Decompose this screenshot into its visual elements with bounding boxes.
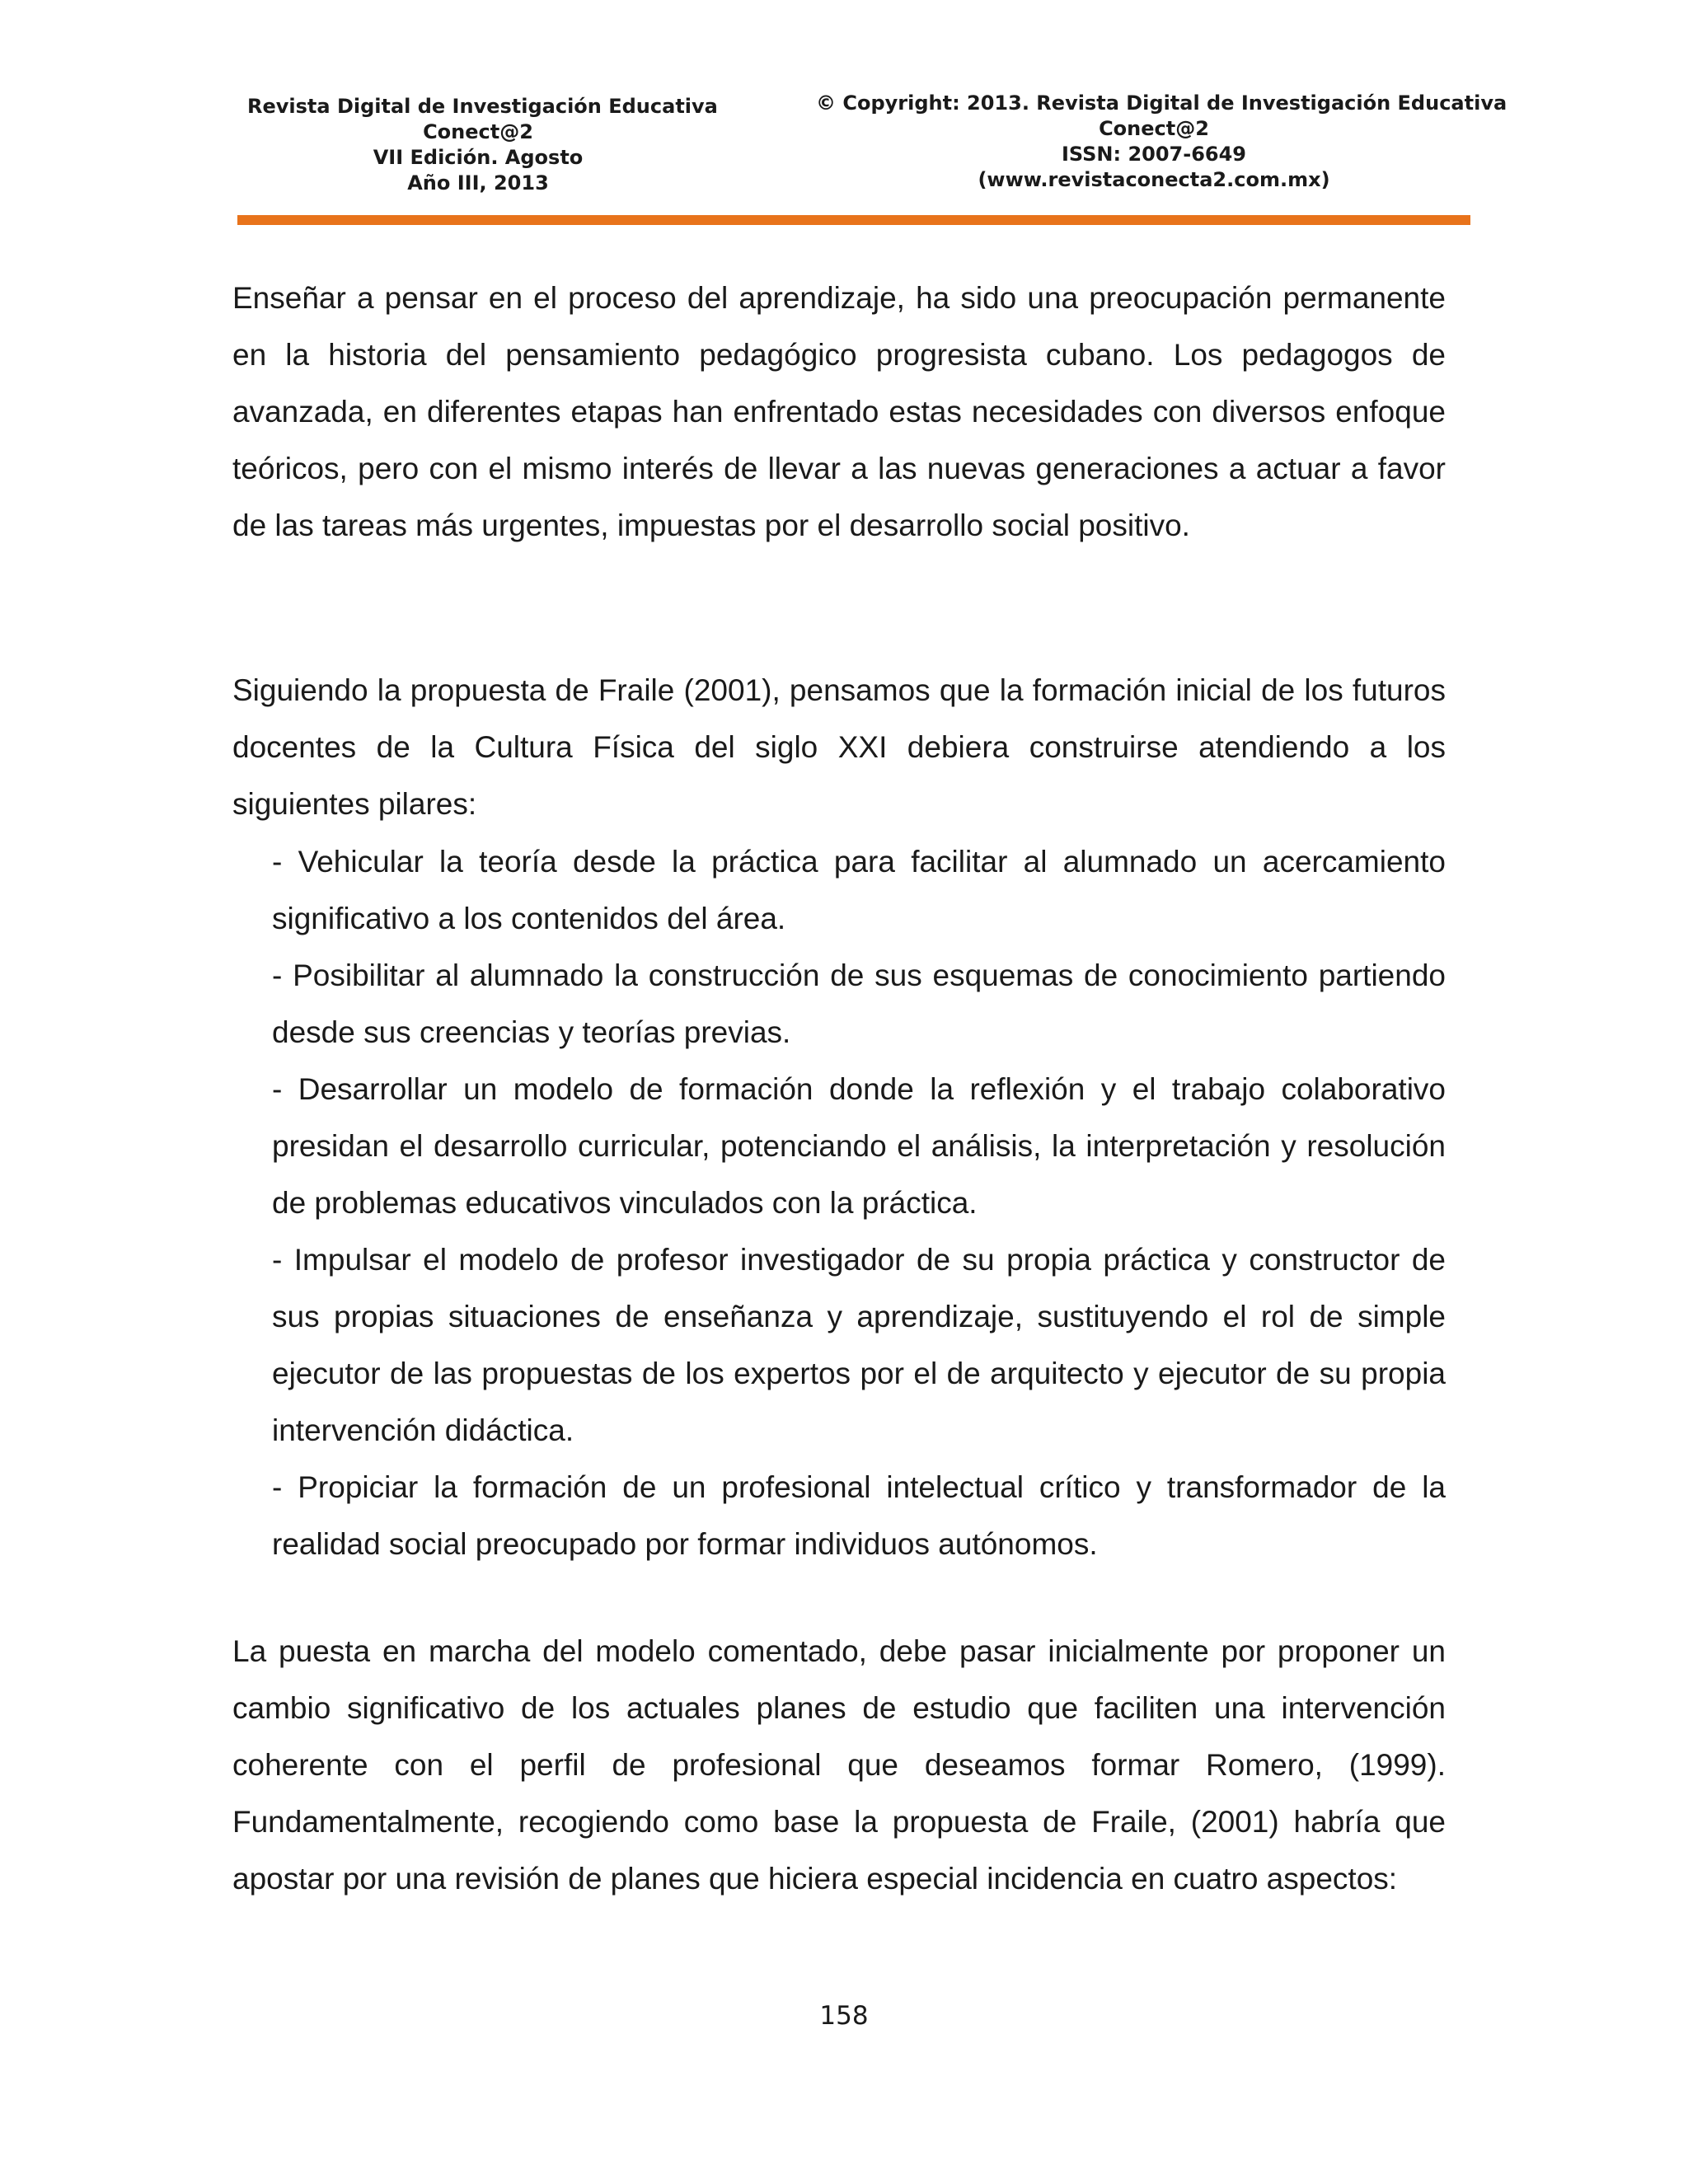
journal-name-right: Conect@2 xyxy=(1099,117,1209,140)
list-item: - Impulsar el modelo de profesor investigador de su propia práctica y constructor de sus propias situaciones de enseñanza y aprendizaje, sustituyendo el rol de simple ejecutor de las propuestas de los expertos por el de arquitecto y ejecutor de su propia intervención didáctica. xyxy=(272,1243,1446,1447)
paragraph-3-block xyxy=(232,1623,1446,1907)
list-item: - Posibilitar al alumnado la construcción de sus esquemas de conocimiento partiendo desde sus creencias y teorías previas. xyxy=(272,958,1446,1049)
paragraph: La puesta en marcha del modelo comentado, debe pasar inicialmente por proponer un cambio significativo de los actuales planes de estudio que faciliten una intervención coherente con el perfil de profesional que deseamos formar Romero, (1999). Fundamentalmente, recogiendo como base la propuesta de Fraile, (2001) habría que apostar por una revisión de planes que hiciera especial incidencia en cuatro aspectos: xyxy=(232,1634,1446,1896)
year-label: Año III, 2013 xyxy=(407,171,549,194)
paragraph: Enseñar a pensar en el proceso del aprendizaje, ha sido una preocupación permanente en la historia del pensamiento pedagógico progresista cubano. Los pedagogos de avanzada, en diferentes etapas han enfrentado estas necesidades con diversos enfoque teóricos, pero con el mismo interés de llevar a las nuevas generaciones a actuar a favor de las tareas más urgentes, impuestas por el desarrollo social positivo. xyxy=(232,281,1446,542)
website-label: (www.revistaconecta2.com.mx) xyxy=(978,168,1330,191)
page-number: 158 xyxy=(819,2001,869,2031)
paragraph-1-block xyxy=(232,269,1446,554)
list-item: - Propiciar la formación de un profesional intelectual crítico y transformador de la realidad social preocupado por formar individuos autónomos. xyxy=(272,1470,1446,1561)
journal-name: Conect@2 xyxy=(423,120,533,143)
list-item: - Desarrollar un modelo de formación donde la reflexión y el trabajo colaborativo presidan el desarrollo curricular, potenciando el análisis, la interpretación y resolución de problemas educativos vinculados con la práctica. xyxy=(272,1072,1446,1220)
paragraph-2-block xyxy=(232,662,1446,832)
journal-title: Revista Digital de Investigación Educativa xyxy=(247,95,718,118)
list-item: - Vehicular la teoría desde la práctica para facilitar al alumnado un acercamiento significativo a los contenidos del área. xyxy=(272,845,1446,935)
journal-header-right xyxy=(816,91,1507,193)
paragraph: Siguiendo la propuesta de Fraile (2001), pensamos que la formación inicial de los futuros docentes de la Cultura Física del siglo XXI debiera construirse atendiendo a los siguientes pilares: xyxy=(232,673,1446,821)
copyright-line: © Copyright: 2013. Revista Digital de Investigación Educativa xyxy=(816,91,1507,115)
journal-header-left xyxy=(247,94,718,196)
pillars-list xyxy=(272,833,1446,1572)
edition-label: VII Edición. Agosto xyxy=(373,146,584,169)
header-divider xyxy=(237,215,1470,225)
issn-label: ISSN: 2007-6649 xyxy=(1061,143,1246,166)
